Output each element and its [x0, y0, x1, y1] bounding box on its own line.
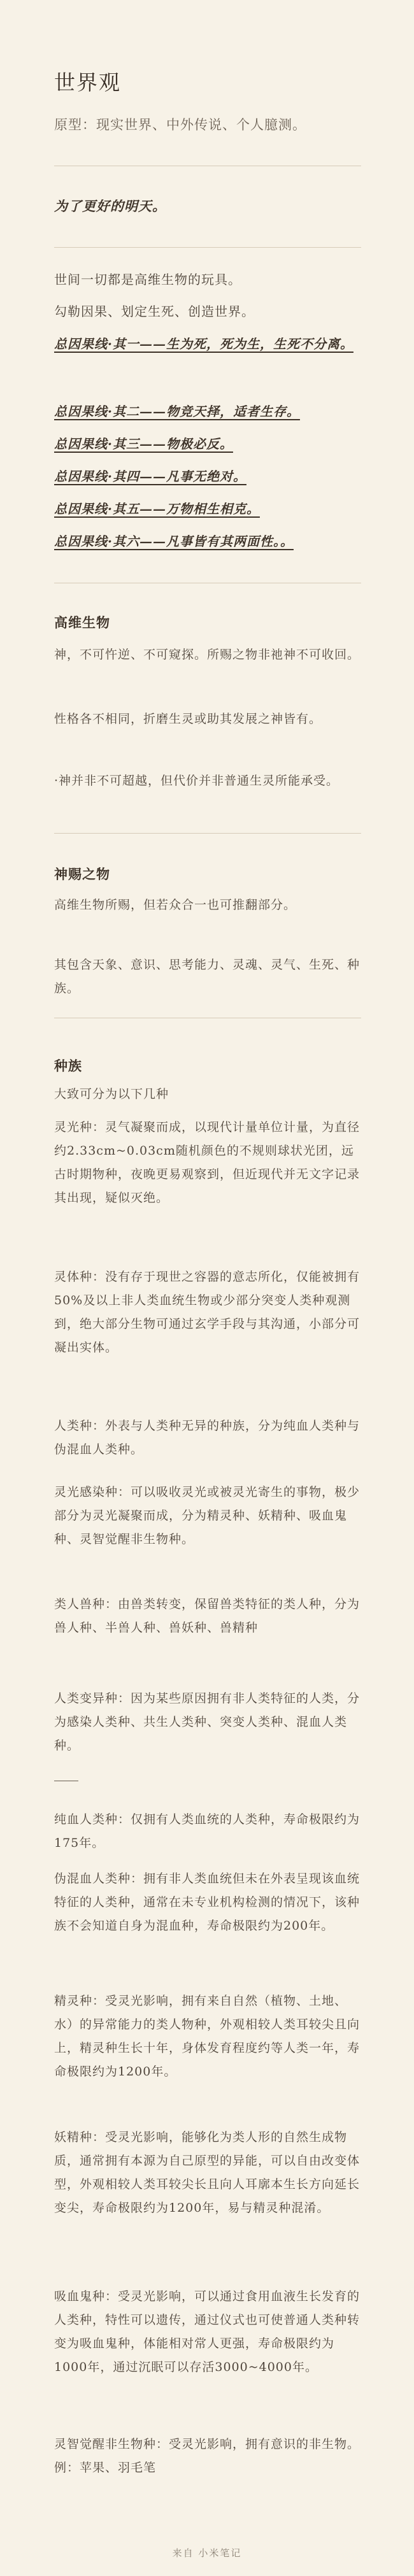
section-heading: 神赐之物: [54, 866, 110, 882]
law-item: 总因果线·其一——生为死，死为生，生死不分离。: [54, 336, 353, 352]
paragraph: 其包含天象、意识、思考能力、灵魂、灵气、生死、种族。: [54, 958, 360, 995]
page-title: 世界观: [54, 70, 121, 95]
paragraph: 灵体种：没有存于现世之容器的意志所化，仅能被拥有50%及以上非人类血统生物或少部分突变人类种观测到，绝大部分生物可通过玄学手段与其沟通，小部分可凝出实体。: [54, 1270, 360, 1355]
footer-source: 来自 小米笔记: [172, 2547, 242, 2559]
paragraph: 精灵种：受灵光影响，拥有来自自然（植物、土地、水）的异常能力的类人物种，外观相较人类耳较尖且向上，精灵种生长十年，身体发育程度约等人类一年，寿命极限约为1200年。: [54, 1994, 360, 2079]
intro-line: 勾勒因果、划定生死、创造世界。: [54, 304, 255, 319]
paragraph: 人类变异种：因为某些原因拥有非人类特征的人类，分为感染人类种、共生人类种、突变人类种、混血人类种。: [54, 1691, 360, 1753]
paragraph: 灵光感染种：可以吸收灵光或被灵光寄生的事物，极少部分为灵光凝聚而成，分为精灵种、妖精种、吸血鬼种、灵智觉醒非生物种。: [54, 1485, 360, 1546]
page-subtitle: 原型：现实世界、中外传说、个人臆测。: [54, 117, 306, 132]
law-item: 总因果线·其五——万物相生相克。: [54, 501, 260, 516]
paragraph: 伪混血人类种：拥有非人类血统但未在外表呈现该血统特征的人类种，通常在未专业机构检测的情况下，该种族不会知道自身为混血种，寿命极限约为200年。: [54, 1872, 360, 1933]
paragraph: 大致可分为以下几种: [54, 1087, 169, 1101]
paragraph: 性格各不相同，折磨生灵或助其发展之神皆有。: [54, 712, 322, 726]
paragraph: 灵光种：灵气凝聚而成，以现代计量单位计量，为直径约2.33cm~0.03cm随机颜色的不规则球状光团，远古时期物种，夜晚更易观察到，但近现代并无文字记录其出现，疑似灭绝。: [54, 1120, 360, 1205]
paragraph: 神，不可忤逆、不可窥探。所赐之物非祂神不可收回。: [54, 648, 360, 662]
divider: [54, 833, 361, 834]
paragraph: ·神并非不可超越，但代价并非普通生灵所能承受。: [54, 774, 339, 788]
motto: 为了更好的明天。: [54, 198, 166, 214]
law-item: 总因果线·其三——物极必反。: [54, 436, 233, 452]
divider: [54, 247, 361, 248]
paragraph: 高维生物所赐，但若众合一也可推翻部分。: [54, 898, 297, 912]
paragraph: 纯血人类种：仅拥有人类血统的人类种，寿命极限约为175年。: [54, 1812, 360, 1850]
law-item: 总因果线·其四——凡事无绝对。: [54, 469, 246, 484]
paragraph: 类人兽种：由兽类转变，保留兽类特征的类人种，分为兽人种、半兽人种、兽妖种、兽精种: [54, 1597, 360, 1635]
section-heading: 种族: [54, 1058, 82, 1074]
paragraph: 妖精种：受灵光影响，能够化为类人形的自然生成物质，通常拥有本源为自己原型的异能，可以自由改变体型，外观相较人类耳较尖长且向人耳廓本生长方向延长变尖，寿命极限约为1200年，易与精灵种混淆。: [54, 2130, 360, 2215]
law-item: 总因果线·其二——物竞天择，适者生存。: [54, 404, 300, 419]
section-heading: 高维生物: [54, 615, 110, 630]
paragraph: 人类种：外表与人类种无异的种族，分为纯血人类种与伪混血人类种。: [54, 1419, 360, 1456]
intro-line: 世间一切都是高维生物的玩具。: [54, 272, 241, 287]
law-item: 总因果线·其六——凡事皆有其两面性。。: [54, 534, 294, 549]
paragraph: 吸血鬼种：受灵光影响，可以通过食用血液生长发育的人类种，特性可以遗传，通过仪式也可使普通人类种转变为吸血鬼种，体能相对常人更强，寿命极限约为1000年，通过沉眠可以存活3000~4000年。: [54, 2289, 360, 2374]
paragraph: 灵智觉醒非生物种：受灵光影响，拥有意识的非生物。例：苹果、羽毛笔: [54, 2437, 360, 2475]
